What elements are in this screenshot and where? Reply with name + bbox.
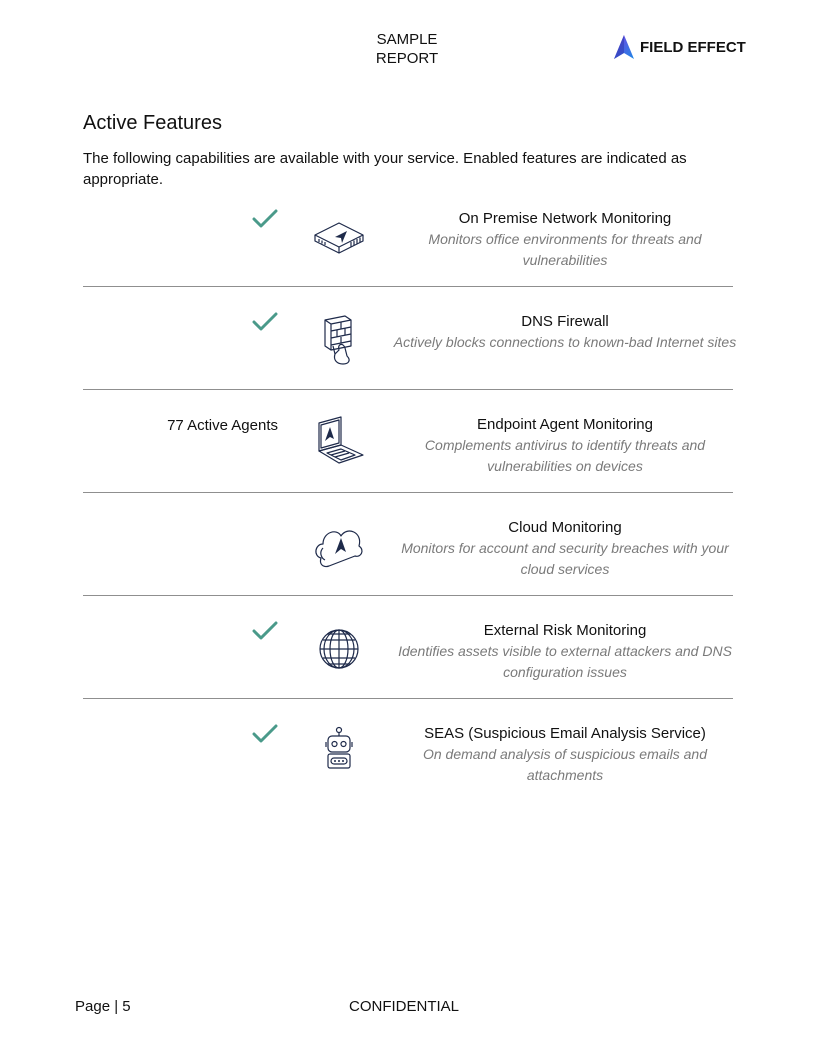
feature-row (83, 611, 733, 699)
section-title: Active Features (83, 112, 222, 134)
features-list (83, 199, 737, 816)
feature-title: Endpoint Agent Monitoring (477, 416, 653, 433)
feature-title: SEAS (Suspicious Email Analysis Service) (424, 725, 706, 742)
report-title (357, 30, 457, 68)
feature-row (83, 714, 733, 801)
feature-title: DNS Firewall (521, 313, 609, 330)
field-effect-logo-icon (613, 34, 635, 60)
feature-title: Cloud Monitoring (508, 519, 622, 536)
report-title-line1: SAMPLE (376, 31, 438, 48)
feature-row (83, 508, 733, 596)
feature-text (391, 414, 739, 477)
feature-status (83, 508, 278, 548)
feature-description: On demand analysis of suspicious emails and attachments (422, 746, 708, 783)
feature-status (83, 611, 278, 651)
cloud-icon (311, 518, 367, 574)
feature-text (391, 620, 739, 683)
feature-description: Monitors for account and security breaches with your cloud services (401, 540, 729, 577)
feature-text (391, 311, 739, 353)
feature-title: External Risk Monitoring (483, 622, 647, 639)
check-icon (252, 724, 278, 744)
feature-status: 77 Active Agents (167, 416, 278, 434)
check-icon (252, 312, 278, 332)
feature-title: On Premise Network Monitoring (458, 210, 672, 227)
check-icon (252, 209, 278, 229)
laptop-icon (311, 415, 367, 471)
check-icon (252, 621, 278, 641)
logo-text: FIELD EFFECT (640, 38, 746, 56)
feature-status (83, 302, 278, 342)
report-title-line2: REPORT (375, 50, 439, 67)
robot-icon (311, 724, 367, 780)
globe-icon (311, 621, 367, 677)
section-intro: The following capabilities are available with your service. Enabled features are indicated as appropriate. (83, 150, 687, 188)
firewall-hand-icon (311, 312, 367, 368)
feature-description: Actively blocks connections to known-bad Internet sites (393, 334, 737, 350)
feature-description: Identifies assets visible to external attackers and DNS configuration issues (398, 643, 732, 680)
feature-text (391, 208, 739, 271)
feature-description: Complements antivirus to identify threats and vulnerabilities on devices (424, 437, 706, 474)
feature-row (83, 199, 733, 287)
feature-description: Monitors office environments for threats and vulnerabilities (428, 231, 702, 268)
feature-row (83, 405, 733, 493)
network-appliance-icon (311, 209, 367, 265)
feature-status (83, 199, 278, 239)
confidential-label: CONFIDENTIAL (349, 998, 460, 1015)
feature-text (391, 517, 739, 580)
page-number: Page | 5 (75, 998, 131, 1015)
feature-row (83, 302, 737, 390)
feature-status (83, 714, 278, 754)
feature-text (391, 723, 739, 786)
field-effect-logo (613, 34, 746, 60)
